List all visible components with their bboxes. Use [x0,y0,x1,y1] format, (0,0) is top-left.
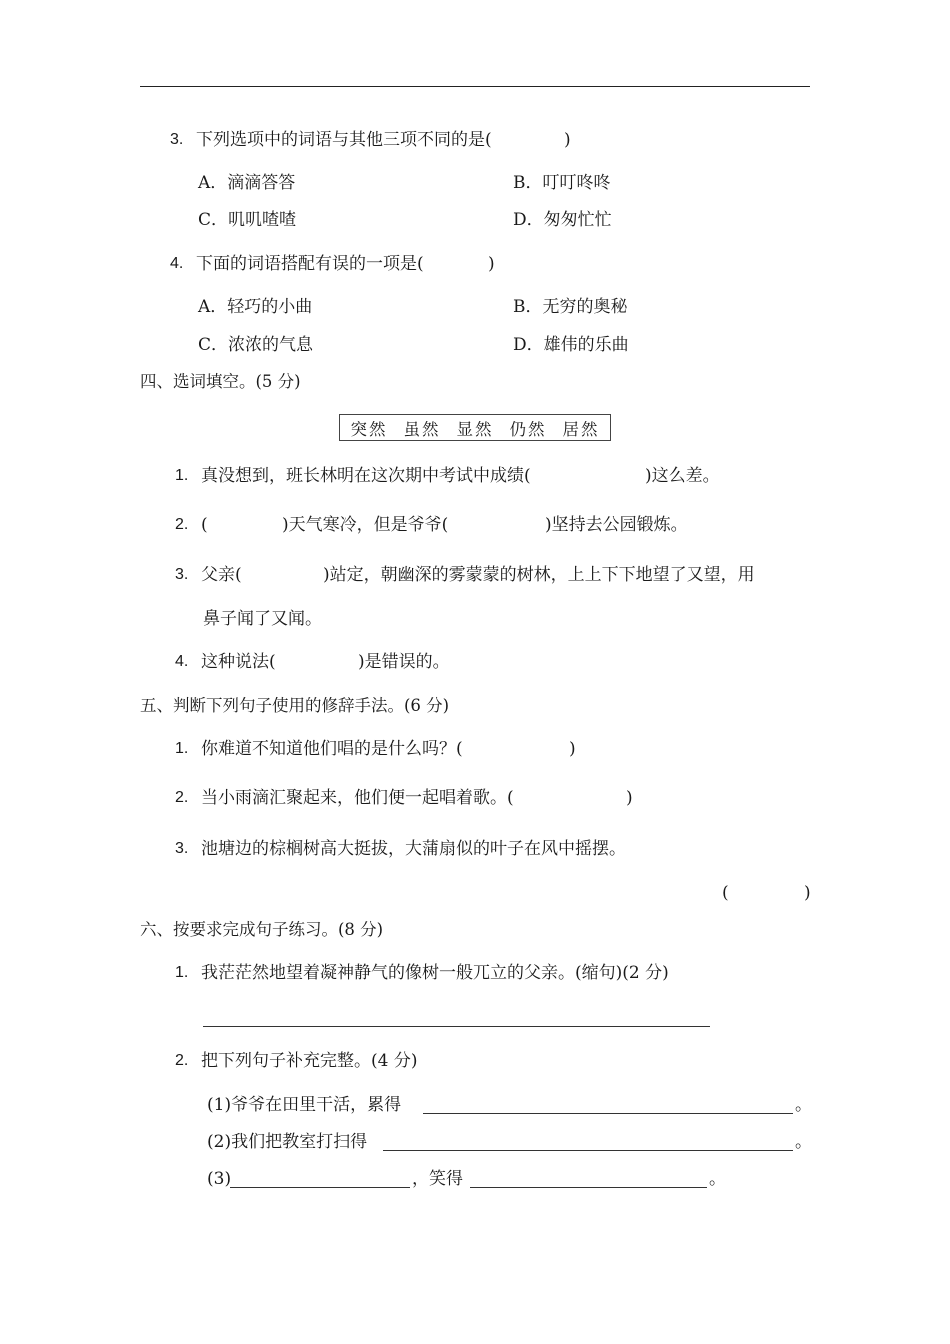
q3-option-a: A．滴滴答答 [198,173,296,193]
s4-item2-number: 2. [175,516,189,533]
word-bank [339,414,611,441]
s6-sub3-mid: ，笑得 [412,1169,463,1189]
q3-option-d: D．匆匆忙忙 [513,210,612,230]
s4-item3-text-a: 父亲( [201,565,242,585]
s5-item1-close: ) [569,739,576,759]
word-bank-item: 虽然 [403,419,441,439]
s5-item3-close: ) [804,883,811,903]
s5-item1-number: 1. [175,740,189,757]
s6-item1-number: 1. [175,964,189,981]
q4-option-c: C．浓浓的气息 [198,335,314,355]
section4-heading: 四、选词填空。(5 分) [140,372,301,391]
s4-item4-text-a: 这种说法( [201,652,276,672]
word-bank-item: 突然 [350,419,388,439]
s4-item1-text-a: 真没想到，班长林明在这次期中考试中成绩( [201,466,531,486]
s6-sub1-prefix: (1)爷爷在田里干活，累得 [207,1095,402,1115]
s5-item3-open: ( [722,883,729,903]
word-bank-item: 居然 [562,419,600,439]
q4-option-d: D．雄伟的乐曲 [513,335,629,355]
q4-option-b: B．无穷的奥秘 [513,297,628,317]
s6-sub1-answer-line[interactable] [423,1113,793,1114]
s4-item2-text-c: )坚持去公园锻炼。 [545,515,688,535]
q3-answer-close: ) [564,130,571,150]
word-bank-item: 显然 [456,419,494,439]
s5-item2-close: ) [626,788,633,808]
s6-sub2-end: 。 [795,1132,812,1152]
s4-item4-number: 4. [175,653,189,670]
s4-item4-text-b: )是错误的。 [358,652,450,672]
q3-number: 3. [170,131,184,148]
s6-item2-number: 2. [175,1052,189,1069]
s6-sub1-end: 。 [795,1095,812,1115]
q4-answer-close: ) [488,254,495,274]
s6-sub3-answer-line-b[interactable] [470,1187,707,1188]
s6-item1-text: 我茫茫然地望着凝神静气的像树一般兀立的父亲。(缩句)(2 分) [201,963,669,983]
s4-item3-text-b: )站定，朝幽深的雾蒙蒙的树林，上上下下地望了又望，用 [323,565,755,585]
s4-item1-number: 1. [175,467,189,484]
q3-stem: 下列选项中的词语与其他三项不同的是( [196,130,492,150]
s6-item2-text: 把下列句子补充完整。(4 分) [201,1051,418,1071]
q4-option-a: A．轻巧的小曲 [198,297,313,317]
section5-heading: 五、判断下列句子使用的修辞手法。(6 分) [140,696,450,715]
s5-item1-text: 你难道不知道他们唱的是什么吗？( [201,739,463,759]
q3-option-b: B．叮叮咚咚 [513,173,611,193]
word-bank-item: 仍然 [509,419,547,439]
s5-item2-text: 当小雨滴汇聚起来，他们便一起唱着歌。( [201,788,514,808]
s4-item3-continuation: 鼻子闻了又闻。 [203,609,322,629]
s5-item2-number: 2. [175,789,189,806]
s6-sub3-end: 。 [709,1169,726,1189]
q4-stem: 下面的词语搭配有误的一项是( [196,254,424,274]
s4-item3-number: 3. [175,566,189,583]
q4-number: 4. [170,255,184,272]
s6-item1-answer-line[interactable] [203,1026,710,1027]
s6-sub3-answer-line-a[interactable] [230,1187,410,1188]
header-rule [140,86,810,87]
section6-heading: 六、按要求完成句子练习。(8 分) [140,920,384,939]
s6-sub3-prefix: (3) [207,1169,232,1189]
s6-sub2-answer-line[interactable] [383,1150,793,1151]
s5-item3-text: 池塘边的棕榈树高大挺拔，大蒲扇似的叶子在风中摇摆。 [201,839,626,859]
s4-item2-text-a: ( [201,515,208,535]
s4-item2-text-b: )天气寒冷，但是爷爷( [282,515,449,535]
s5-item3-number: 3. [175,840,189,857]
s4-item1-text-b: )这么差。 [645,466,720,486]
s6-sub2-prefix: (2)我们把教室打扫得 [207,1132,368,1152]
q3-option-c: C．叽叽喳喳 [198,210,297,230]
